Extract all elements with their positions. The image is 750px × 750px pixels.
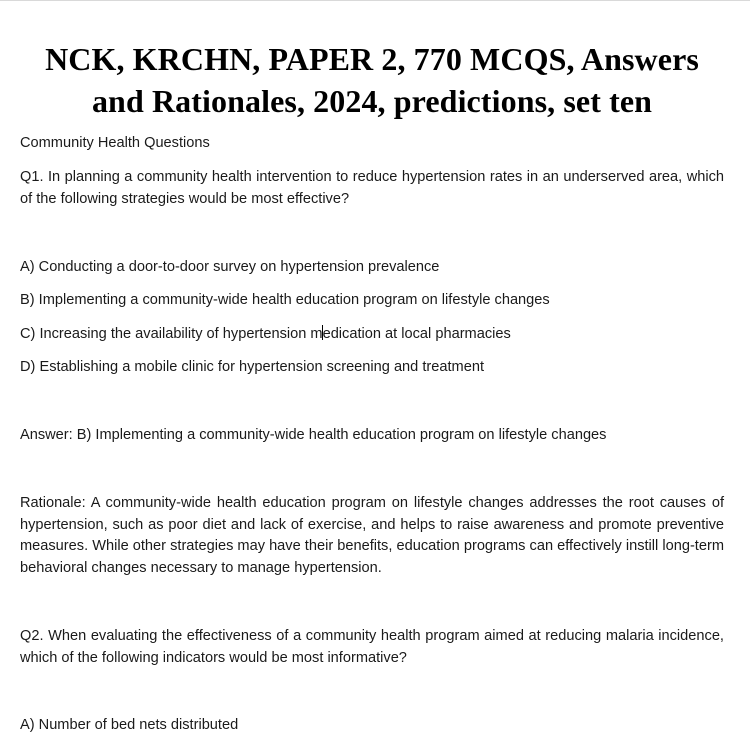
question-1-option-a: A) Conducting a door-to-door survey on hypertension prevalence <box>20 259 440 275</box>
section-heading: Community Health Questions <box>20 135 210 151</box>
question-2-option-a: A) Number of bed nets distributed <box>20 717 239 733</box>
document-title: NCK, KRCHN, PAPER 2, 770 MCQS, Answers and Rationales, 2024, predictions, set ten <box>45 41 699 119</box>
question-1-answer: Answer: B) Implementing a community-wide health education program on lifestyle changes <box>20 427 607 443</box>
question-1-option-d: D) Establishing a mobile clinic for hypertension screening and treatment <box>20 359 484 375</box>
document-page <box>20 0 724 733</box>
question-1-rationale: Rationale: A community-wide health education program on lifestyle changes addresses the root causes of hypertension, such as poor diet and lack of exercise, and helps to raise awareness and promote preventive measures. While other strategies may have their benefits, education programs can effectively instill long-term behavioral changes necessary to manage hypertension. <box>20 495 724 576</box>
option-c-text-after-cursor: edication at local pharmacies <box>322 326 511 342</box>
question-1-option-b: B) Implementing a community-wide health education program on lifestyle changes <box>20 292 550 308</box>
option-c-text-before-cursor: C) Increasing the availability of hypertension m <box>20 326 323 342</box>
question-1-option-c <box>20 324 724 346</box>
question-1-stem: Q1. In planning a community health intervention to reduce hypertension rates in an underserved area, which of the following strategies would be most effective? <box>20 169 724 207</box>
question-2-stem: Q2. When evaluating the effectiveness of a community health program aimed at reducing malaria incidence, which of the following indicators would be most informative? <box>20 628 724 666</box>
